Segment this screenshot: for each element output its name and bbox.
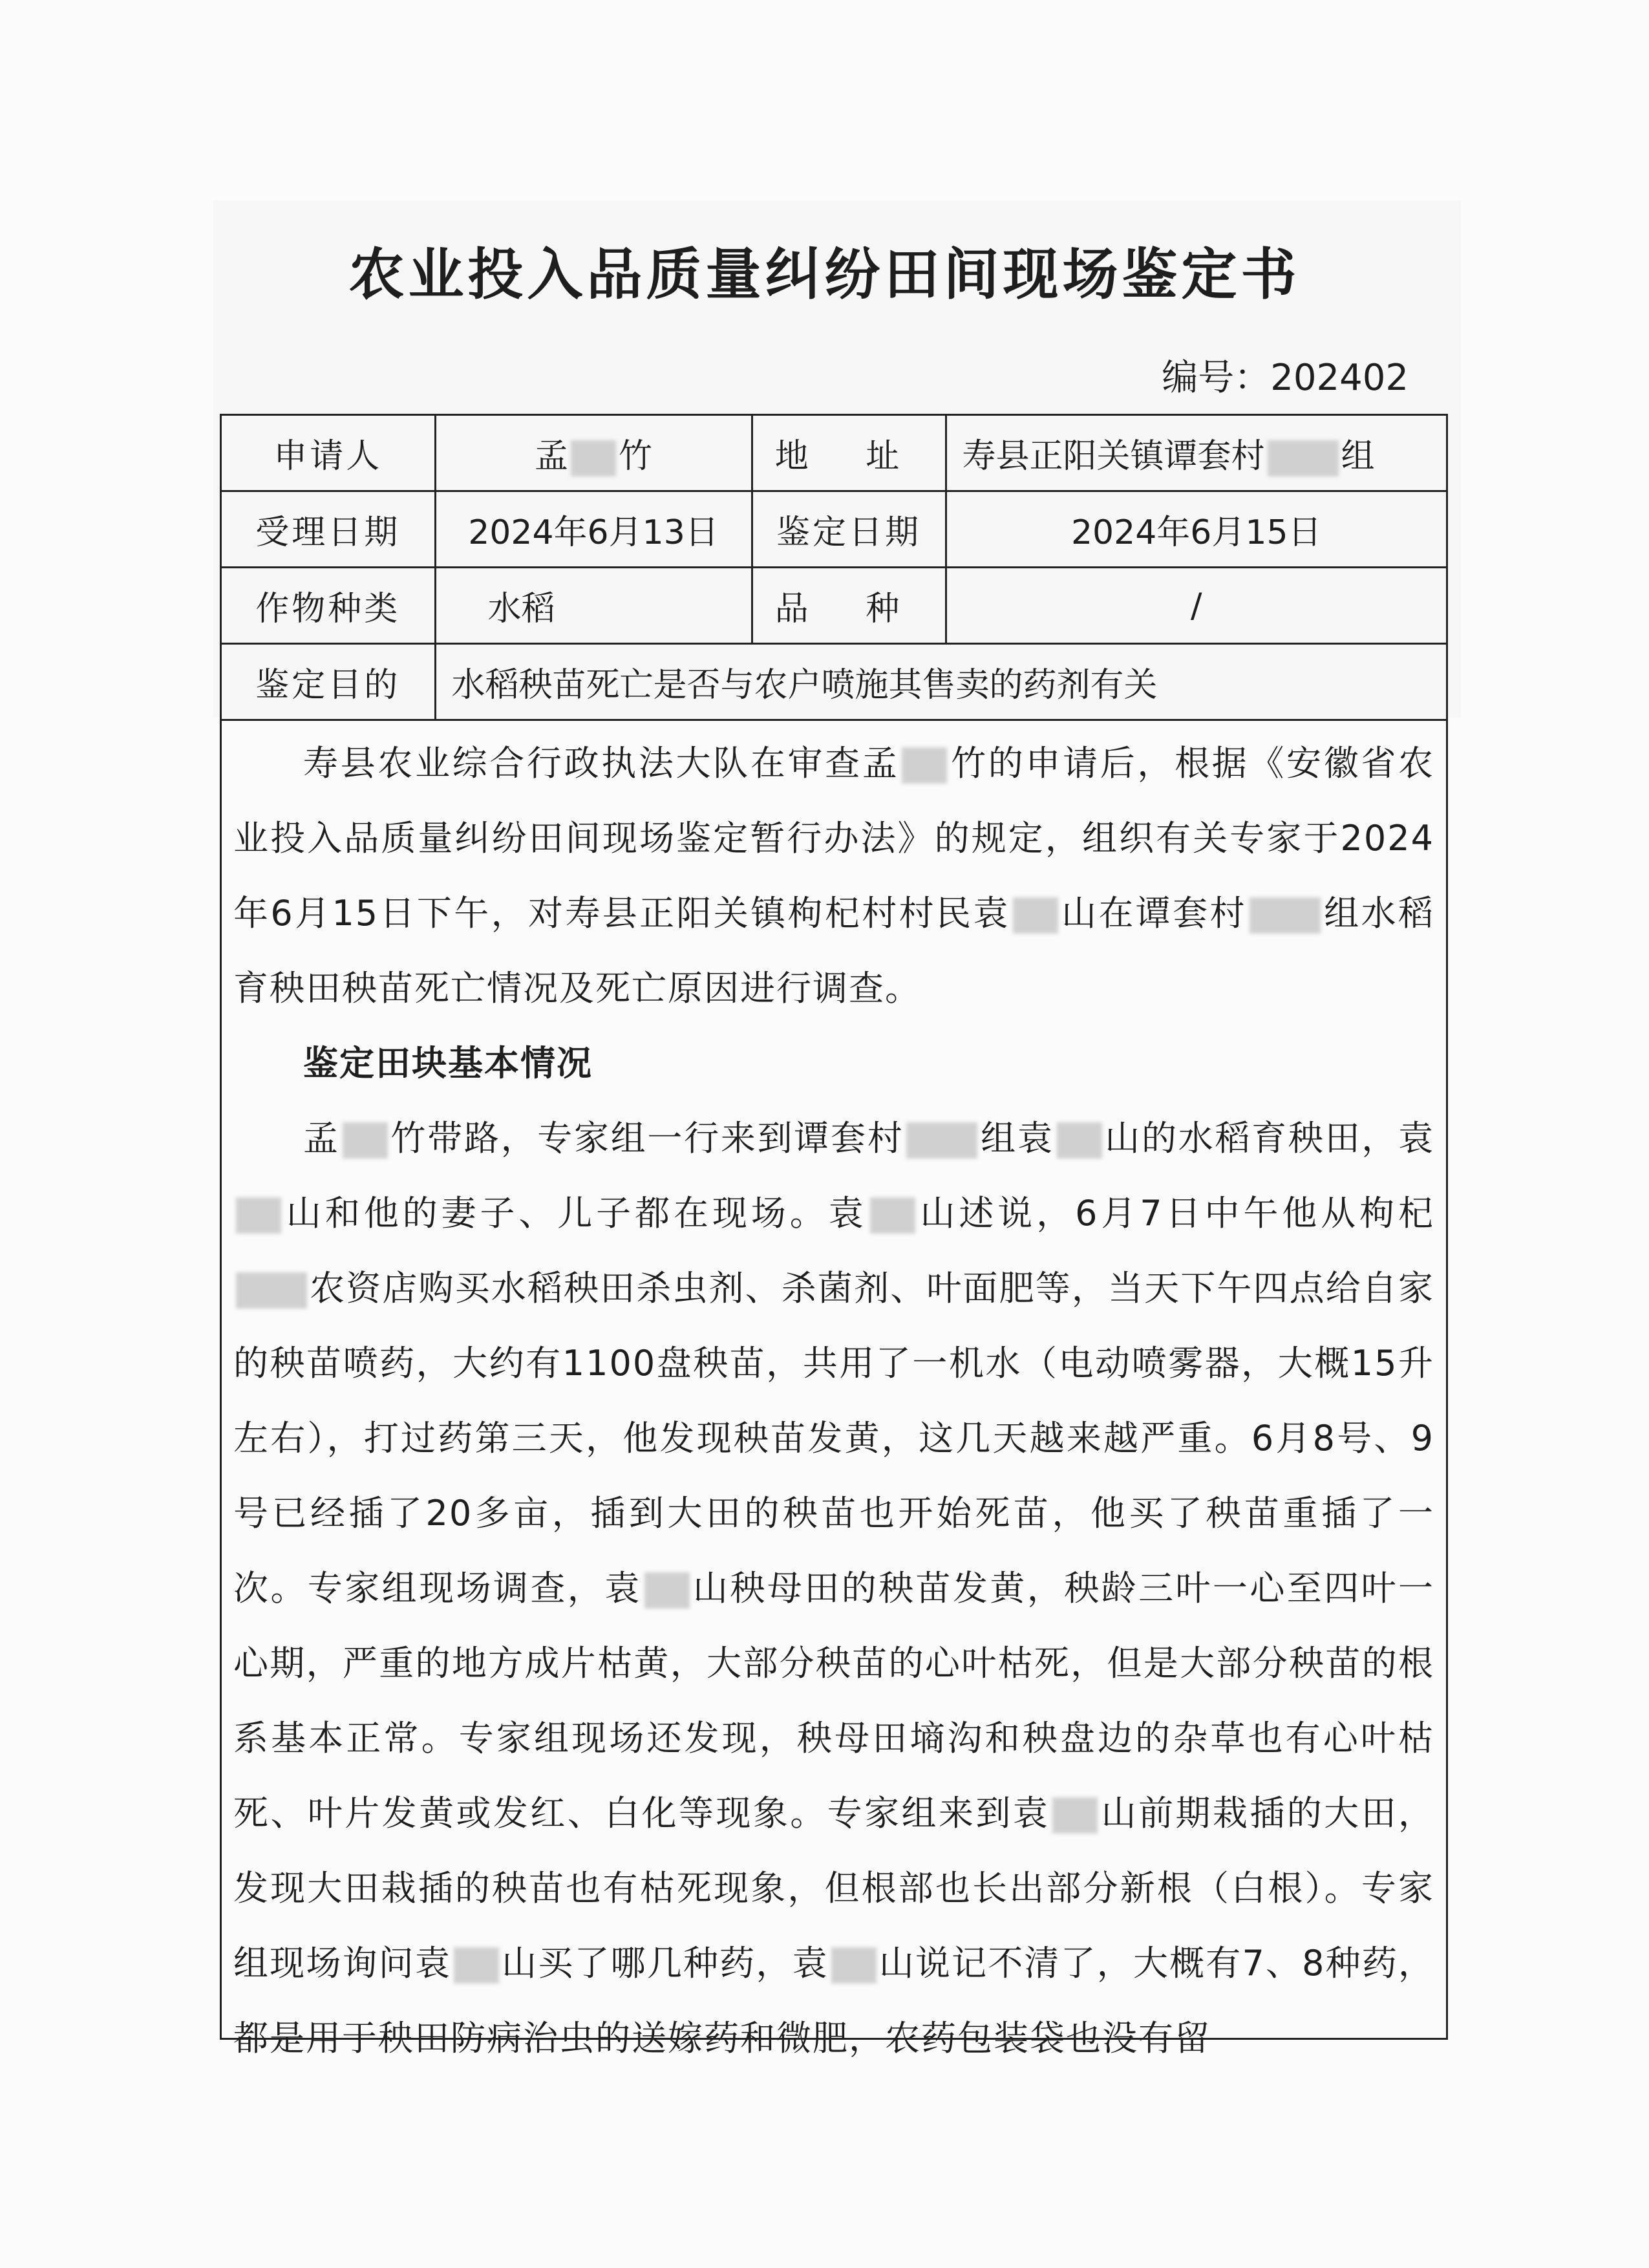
redaction-mask — [906, 1122, 977, 1159]
document-title: 农业投入品质量纠纷田间现场鉴定书 — [348, 242, 1301, 307]
document-number: 编号：202402 — [1162, 357, 1409, 399]
field-paragraph: 孟 竹带路，专家组一行来到谭套村 组袁 山的水稻育秧田，袁山和他的妻子、儿子都在现场。袁 山述说，6月7日中午他从枸杞农资店购买水稻秧田杀虫剂、杀菌剂、叶面肥等，当天下午四点给自家的秧苗喷药，大约有1100盘秧苗，共用了一机水（电动喷雾器，大概15升左右），打过药第三天，他发现秧苗发黄，这几天越来越严重。6月8号、9号已经插了20多亩，插到大田的秧苗也开始死苗，他买了秧苗重插了一次。专家组现场调查，袁 山秧母田的秧苗发黄，秧龄三叶一心至四叶一心期，严重的地方成片枯黄，大部分秧苗的心叶枯死，但是大部分秧苗的根系基本正常。专家组现场还发现，秧母田墒沟和秧盘边的杂草也有心叶枯死、叶片发黄或发红、白化等现象。专家组来到袁 山前期栽插的大田，发现大田栽插的秧苗也有枯死现象，但根部也长出部分新根（白根）。专家组现场询问袁 山买了哪几种药，袁 山说记不清了，大概有7、8种药，都是用于秧田防病治虫的送嫁药和微肥，农药包装袋也没有留 — [233, 1118, 1435, 2059]
redaction-mask — [644, 1572, 690, 1609]
redaction-mask — [454, 1947, 499, 1984]
redaction-mask — [236, 1272, 307, 1309]
redaction-mask — [343, 1122, 388, 1159]
variety-value: / — [946, 568, 1446, 644]
table-row — [222, 644, 1446, 720]
address-value: 寿县正阳关镇谭套村 组 — [946, 416, 1446, 491]
redaction-mask — [831, 1947, 877, 1984]
table-row — [222, 568, 1446, 644]
appraisal-date-label: 鉴定日期 — [752, 491, 946, 568]
table-row — [222, 416, 1446, 491]
applicant-value: 孟 竹 — [435, 416, 752, 491]
redaction-mask — [1250, 897, 1321, 934]
variety-label: 品 种 — [752, 568, 946, 644]
crop-label: 作物种类 — [222, 568, 435, 644]
applicant-label: 申请人 — [222, 416, 435, 491]
redaction-mask — [1268, 440, 1339, 476]
accept-date-value: 2024年6月13日 — [435, 491, 752, 568]
redaction-mask — [902, 747, 947, 784]
appraisal-date-value: 2024年6月15日 — [946, 491, 1446, 568]
redaction-mask — [571, 440, 616, 476]
redaction-mask — [236, 1197, 281, 1234]
intro-paragraph: 寿县农业综合行政执法大队在审查孟 竹的申请后，根据《安徽省农业投入品质量纠纷田间现场鉴定暂行办法》的规定，组织有关专家于2024年6月15日下午，对寿县正阳关镇枸杞村村民袁 山在谭套村 组水稻育秧田秧苗死亡情况及死亡原因进行调查。 — [233, 743, 1435, 1009]
table-row — [222, 491, 1446, 568]
redaction-mask — [1057, 1122, 1102, 1159]
redaction-mask — [1013, 897, 1058, 934]
section-heading: 鉴定田块基本情况 — [303, 1043, 593, 1084]
redaction-mask — [870, 1197, 915, 1234]
accept-date-label: 受理日期 — [222, 491, 435, 568]
info-table — [222, 416, 1446, 721]
report-frame — [220, 414, 1448, 2059]
purpose-label: 鉴定目的 — [222, 644, 435, 720]
purpose-value: 水稻秧苗死亡是否与农户喷施其售卖的药剂有关 — [435, 644, 1446, 720]
report-body — [222, 721, 1446, 2076]
address-label: 地 址 — [752, 416, 946, 491]
redaction-mask — [1052, 1797, 1098, 1834]
crop-value: 水稻 — [435, 568, 752, 644]
